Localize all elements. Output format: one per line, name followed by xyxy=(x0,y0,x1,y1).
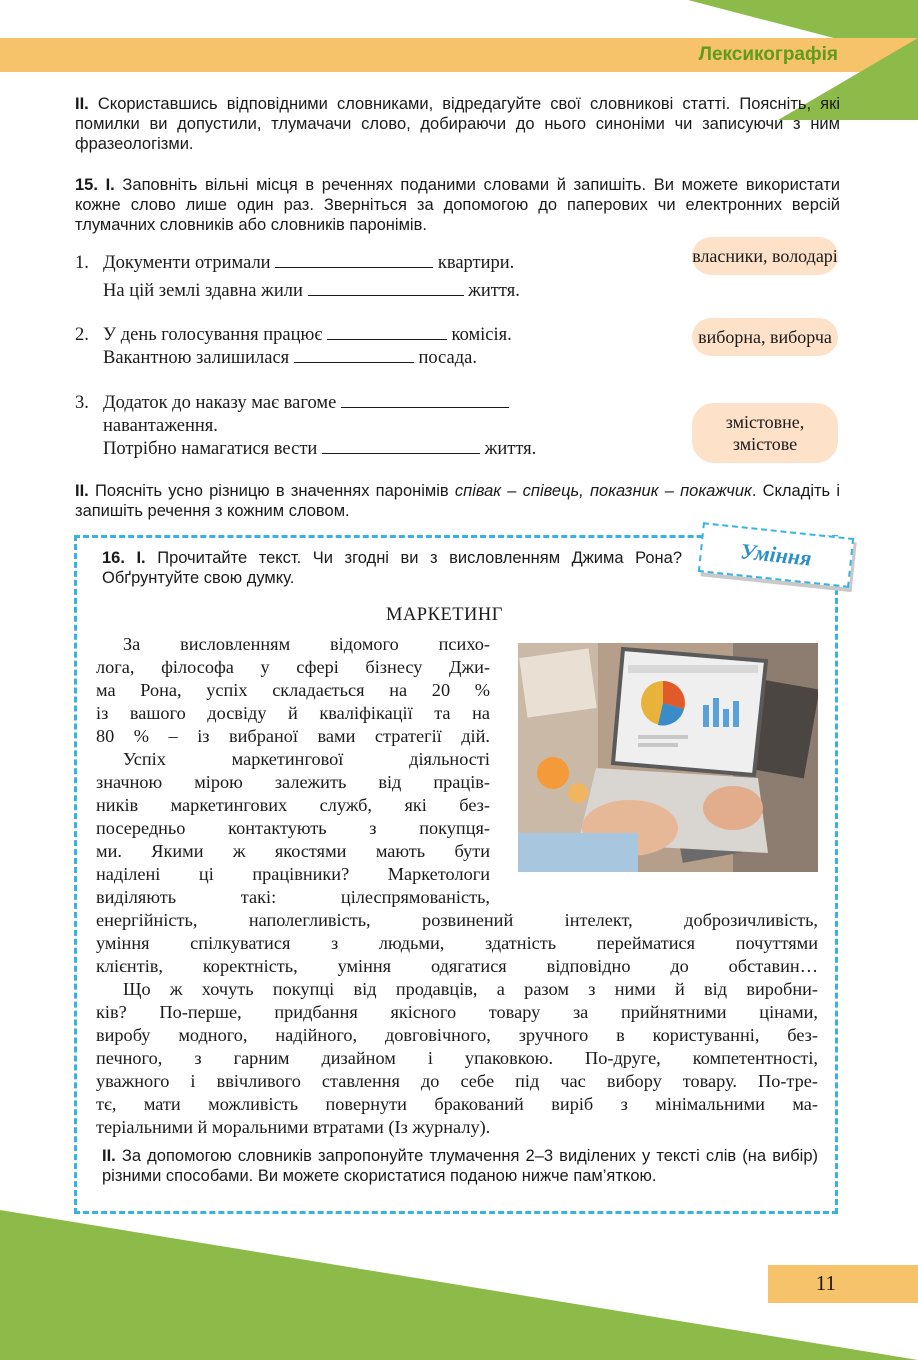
item-number: 1. xyxy=(75,253,89,273)
text-line: За висловленням відомого психо- xyxy=(123,634,490,654)
hint-pill-2: виборна, виборча xyxy=(692,318,838,356)
task-16-part-2-text: За допомогою словників запропонуйте тлумачення 2–3 виділених у тексті слів (на вибір) різними способами. Ви можете скористатися поданою нижче пам’яткою. xyxy=(102,1147,818,1185)
text-line: 80 % – із вибраної вами стратегії дій. xyxy=(96,726,490,746)
hint-pill-3: змістовне, змістове xyxy=(692,403,838,463)
item-text-end: життя. xyxy=(484,439,537,459)
laptop-charts-photo xyxy=(518,643,818,872)
task-15-label: 15. I. xyxy=(75,176,115,194)
text-line: ми. Якими ж якостями мають бути xyxy=(96,841,490,861)
page-number-band xyxy=(768,1265,918,1303)
text-line: значною мірою залежить від праців- xyxy=(96,772,490,792)
text-line: із вашого досвіду й кваліфікації та на xyxy=(96,703,490,723)
section-title: Лексикографія xyxy=(698,44,838,65)
task-15 xyxy=(75,175,840,235)
blank-line xyxy=(341,393,509,408)
item-text: Документи отримали xyxy=(103,253,271,273)
item-text: Вакантною залишилася xyxy=(103,348,290,368)
item-text: На цій землі здавна жили xyxy=(103,281,303,301)
task-15-part-2 xyxy=(75,481,840,521)
text-line: ків? По-перше, придбання якісного товару за прийнятними цінами, xyxy=(96,1002,818,1022)
item-number: 2. xyxy=(75,325,89,345)
task-16-part-2 xyxy=(102,1146,818,1186)
item-text: Потрібно намагатися вести xyxy=(103,439,318,459)
item-text-end: комісія. xyxy=(451,325,512,345)
blank-line xyxy=(294,348,414,363)
text-line: лога, філософа у сфері бізнесу Джи- xyxy=(96,657,490,677)
text-line: теріальними й моральними втратами (Із журналу). xyxy=(96,1117,491,1137)
page-number: 11 xyxy=(815,1271,836,1295)
text-line: ма Рона, успіх складається на 20 % xyxy=(96,680,490,700)
task-15-text: Заповніть вільні місця в реченнях поданими словами й запишіть. Ви можете використати кожне слово лише один раз. Зверніться за допомогою до паперових чи електронних версій тлумачних словників або словників паронімів. xyxy=(75,176,840,234)
exercise-item-3 xyxy=(75,392,536,461)
text-line: Успіх маркетингової діяльності xyxy=(123,749,490,769)
item-text: Додаток до наказу має вагоме xyxy=(103,393,337,413)
task-16-part-2-label: II. xyxy=(102,1147,116,1165)
task-top xyxy=(75,94,840,154)
text-line: посередньо контактують з покупця- xyxy=(96,818,490,838)
task-15-part-2-text: Поясніть усно різницю в значеннях паронімів xyxy=(94,482,455,500)
item-number: 3. xyxy=(75,393,89,413)
text-line: печного, з гарним дизайном і упаковкою. По-друге, компетентності, xyxy=(96,1048,818,1068)
blank-line xyxy=(322,439,480,454)
item-text-end: посада. xyxy=(418,348,477,368)
exercise-item-2 xyxy=(75,324,512,370)
item-text: навантаження. xyxy=(103,416,218,436)
task-16-label: 16. I. xyxy=(102,549,146,567)
text-narrow-block xyxy=(96,633,490,909)
text-line: уважного і ввічливого ставлення до себе під час вибору товару. По-тре- xyxy=(96,1071,818,1091)
blank-line xyxy=(308,281,464,296)
blank-line xyxy=(275,253,433,268)
text-line: виробу модного, надійного, довговічного, зручного в користуванні, без- xyxy=(96,1025,818,1045)
task-16 xyxy=(102,548,682,588)
exercise-item-1 xyxy=(75,252,520,303)
task-16-text: Прочитайте текст. Чи згодні ви з висловленням Джима Рона? Обґрунтуйте свою думку. xyxy=(102,549,682,587)
text-line: клієнтів, коректність, уміння одягатися відповідно до обставин… xyxy=(96,956,818,976)
task-15-part-2-label: II. xyxy=(75,482,89,500)
skill-badge-label: Уміння xyxy=(739,538,813,571)
text-line: Що ж хочуть покупці від продавців, а разом з ними й від виробни- xyxy=(123,979,818,999)
text-wide-block xyxy=(96,909,818,1139)
item-text: У день голосування працює xyxy=(103,325,323,345)
paronyms: співак – співець, показник – покажчик xyxy=(454,482,752,500)
text-line: енергійність, наполегливість, розвинений інтелект, доброзичливість, xyxy=(96,910,818,930)
task-top-label: II. xyxy=(75,95,89,113)
item-text-end: життя. xyxy=(468,281,520,301)
text-title: МАРКЕТИНГ xyxy=(386,605,503,625)
blank-line xyxy=(327,325,447,340)
text-line: ників маркетингових служб, які без- xyxy=(96,795,490,815)
text-line: уміння спілкуватися з людьми, здатність перейматися почуттями xyxy=(96,933,818,953)
item-text-end: квартири. xyxy=(437,253,515,273)
text-line: тє, мати можливість повернути бракований виріб з мінімальними ма- xyxy=(96,1094,818,1114)
task-15-part-2-text-end: . Складіть і запишіть речення з кожним словом. xyxy=(75,482,841,520)
task-top-text: Скориставшись відповідними словниками, відредагуйте свої словникові статті. Поясніть, які помилки ви допустили, тлумачачи слово, добираючи до нього синоніми чи записуючи з ним фразеологізми. xyxy=(75,95,840,153)
text-line: виділяють такі: цілеспрямованість, xyxy=(96,887,490,907)
text-line: наділені ці працівники? Маркетологи xyxy=(96,864,490,884)
hint-pill-1: власники, володарі xyxy=(692,237,838,275)
